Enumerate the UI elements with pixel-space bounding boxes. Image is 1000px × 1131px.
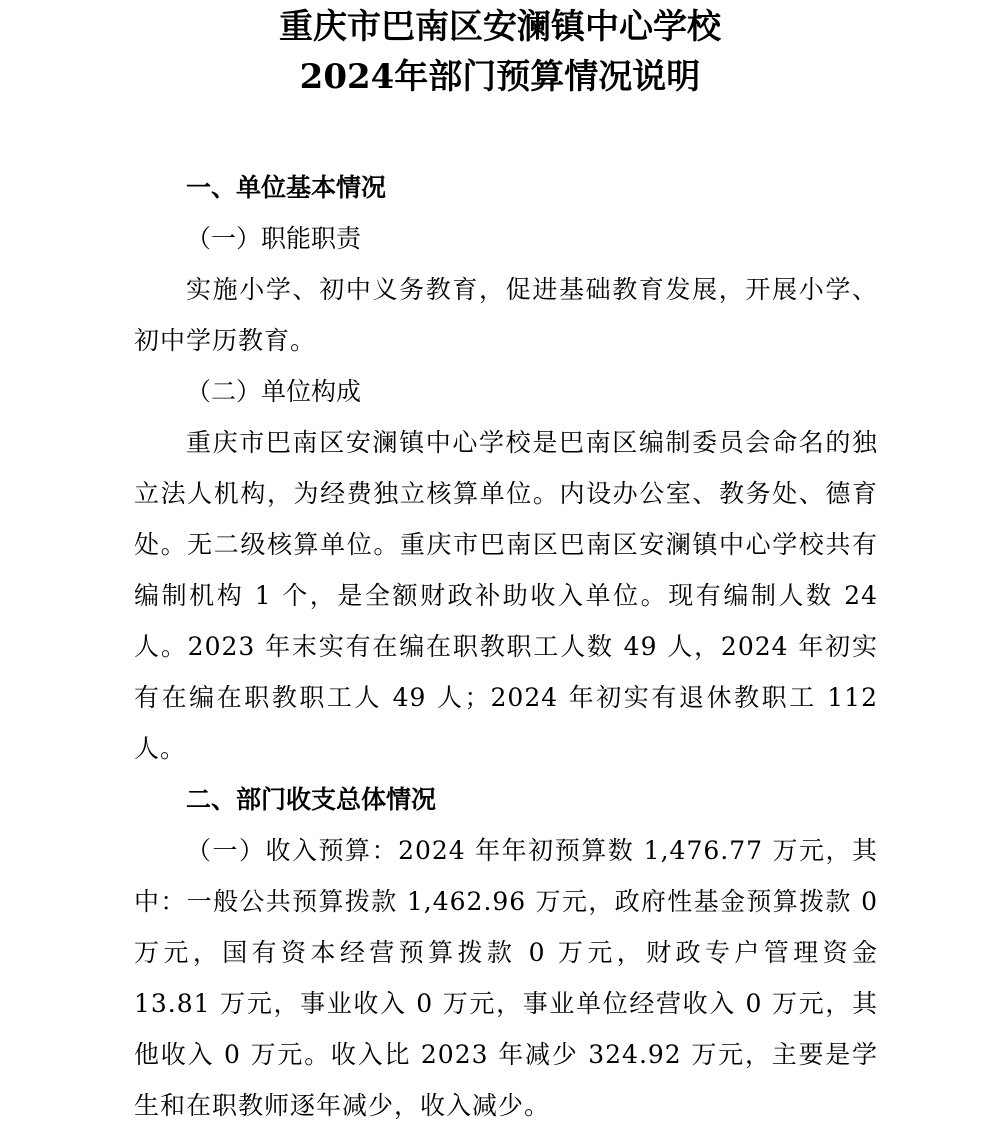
document-title-line1: 重庆市巴南区安澜镇中心学校 bbox=[279, 7, 721, 47]
section1-sub1-heading: （一）职能职责 bbox=[186, 224, 362, 253]
section2-heading: 二、部门收支总体情况 bbox=[186, 785, 437, 814]
document-title-line2: 2024年部门预算情况说明 bbox=[299, 57, 701, 97]
section1-heading: 一、单位基本情况 bbox=[186, 173, 387, 202]
section2-para1: （一）收入预算：2024 年年初预算数 1,476.77 万元，其中：一般公共预算拨款 1,462.96 万元，政府性基金预算拨款 0 万元，国有资本经营预算拨款 0 万元，财政专户管理资金 13.81 万元，事业收入 0 万元，事业单位经营收入 0 万元，其他收入 0 万元。收入比 2023 年减少 324.92 万元，主要是学生和在职教师逐年减少，收入减少。 bbox=[134, 836, 878, 1120]
section1-para2: 重庆市巴南区安澜镇中心学校是巴南区编制委员会命名的独立法人机构，为经费独立核算单位。内设办公室、教务处、德育处。无二级核算单位。重庆市巴南区巴南区安澜镇中心学校共有编制机构 1 个，是全额财政补助收入单位。现有编制人数 24 人。2023 年末实有在编在职教职工人数 49 人，2024 年初实有在编在职教职工人 49 人；2024 年初实有退休教职工 112 人。 bbox=[134, 428, 878, 763]
document-body bbox=[134, 162, 878, 1131]
section1-sub2-heading: （二）单位构成 bbox=[186, 377, 362, 406]
section1-para1: 实施小学、初中义务教育，促进基础教育发展，开展小学、初中学历教育。 bbox=[134, 275, 878, 355]
